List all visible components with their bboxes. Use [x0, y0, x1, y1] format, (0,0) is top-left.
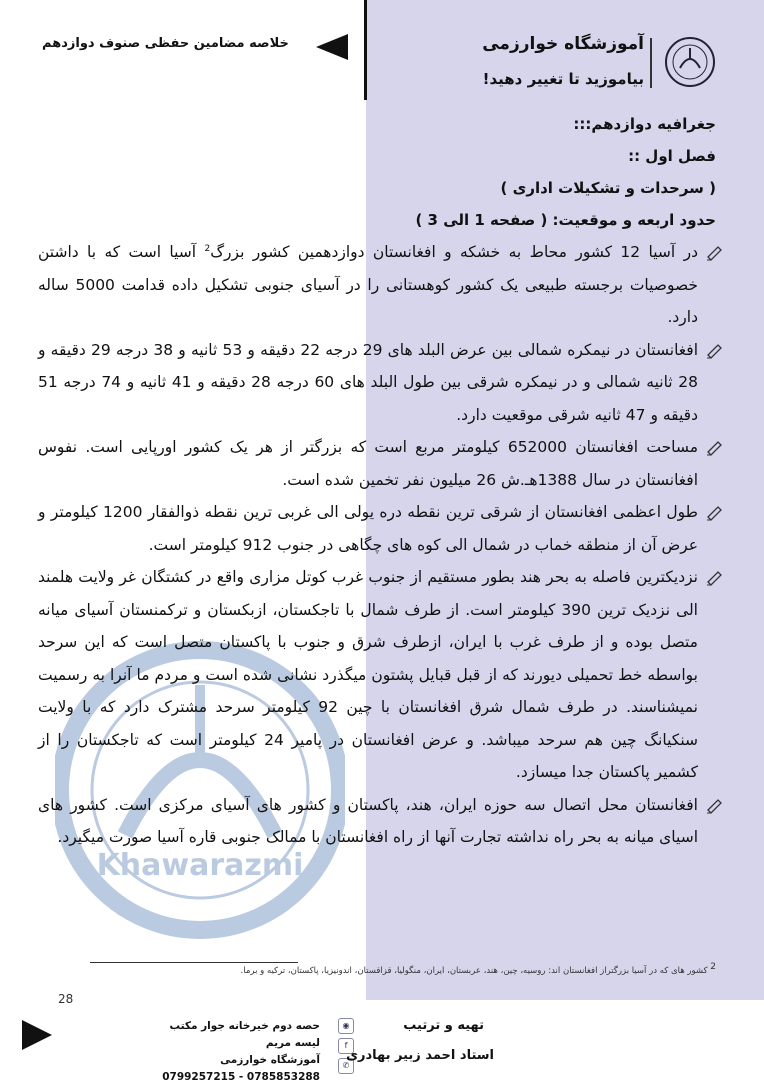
chapter-topic: ( سرحدات و تشکیلات اداری ) — [500, 179, 716, 197]
author-name: استاد احمد زبیر بهادری — [346, 1048, 494, 1063]
main-content — [38, 236, 724, 854]
pen-bullet-icon — [706, 438, 724, 456]
pen-bullet-icon — [706, 568, 724, 586]
paragraph-text: افغانستان در نیمکره شمالی بین عرض البلد های 29 درجه 22 دقیقه و 53 ثانیه و 38 درجه 29 دقیقه و 28 ثانیه شمالی و در نیمکره شرقی بین طول البلد های 60 درجه 28 دقیقه و 41 ثانیه و 74 درجه 51 دقیقه و 47 ثانیه شرقی موقعیت دارد. — [38, 340, 699, 424]
institute-logo-icon — [664, 36, 716, 88]
location-icon: ◉ — [338, 1018, 354, 1034]
paragraph-3 — [38, 431, 724, 496]
pen-bullet-icon — [706, 503, 724, 521]
paragraph-text: افغانستان محل اتصال سه حوزه ایران، هند، پاکستان و کشور های آسیای مرکزی است. کشور های اسیای میانه به بحر راه نداشته تجارت آنها از راه افغانستان با ممالک جنوبی قاره آسیا صورت میگیرد. — [38, 795, 698, 846]
footnote — [98, 962, 716, 976]
watermark-text: Khawarazmi — [96, 848, 304, 883]
phone-icon: ✆ — [338, 1058, 354, 1074]
pen-bullet-icon — [706, 796, 724, 814]
header-vertical-divider — [364, 0, 367, 100]
pen-bullet-icon — [706, 243, 724, 261]
facebook-icon: f — [338, 1038, 354, 1054]
chapter-heading: فصل اول :: — [628, 147, 716, 165]
paragraph-text: طول اعظمی افغانستان از شرقی ترین نقطه دره یولی الی غربی ترین نقطه ذوالفقار 1200 کیلومتر و عرض آن از منطقه خماب در شمال الی کوه های چگاهی در جنوب 912 کیلومتر است. — [38, 503, 698, 554]
paragraph-1 — [38, 236, 724, 334]
institute-slogan: بیاموزید تا تغییر دهید! — [482, 70, 644, 88]
pen-bullet-icon — [706, 341, 724, 359]
next-page-arrow-icon[interactable] — [22, 1020, 52, 1050]
footer-contact — [150, 1018, 320, 1086]
prepared-by-label: تهیه و ترتیب — [403, 1018, 484, 1033]
summary-title: خلاصه مضامین حفظی صنوف دوازدهم — [42, 36, 289, 51]
subject-heading: جغرافیه دوازدهم::: — [573, 115, 716, 133]
page-number: 28 — [58, 992, 74, 1006]
footer-institute: آموزشگاه خوارزمی — [220, 1054, 320, 1066]
paragraph-6 — [38, 789, 724, 854]
footnote-reference[interactable]: 2 — [204, 243, 211, 254]
footnote-marker: 2 — [710, 962, 716, 973]
left-arrow-icon — [316, 34, 348, 60]
footer-address: حصه دوم خیرخانه جوار مکتب لیسه مریم — [169, 1020, 320, 1049]
section-heading: حدود اربعه و موقعیت: ( صفحه 1 الی 3 ) — [415, 211, 716, 229]
paragraph-2 — [38, 334, 724, 432]
paragraph-5 — [38, 561, 724, 789]
paragraph-text: در آسیا 12 کشور محاط به خشکه و افغانستان دوازدهمین کشور بزرگ — [210, 243, 698, 261]
paragraph-text: مساحت افغانستان 652000 کیلومتر مربع است که بزرگتر از هر یک کشور اورپایی است. نفوس افغانستان در سال 1388هـ.ش 26 میلیون نفر تخمین شده است. — [38, 438, 698, 489]
paragraph-text-continued: آسیا است که با داشتن خصوصیات برجسته طبیعی یک کشور کوهستانی را در آسیای جنوبی تشکیل داده قدامت 5000 ساله دارد. — [38, 243, 698, 326]
paragraph-text: نزدیکترین فاصله به بحر هند بطور مستقیم از جنوب غرب کوتل مزاری واقع در کشتگان غر ولایت هلمند الی نزدیک ترین 390 کیلومتر است. از طرف شمال با تاجکستان، ازبکستان و ترکمنستان آسیای میانه متصل بوده و از طرف غرب با ایران، ازطرف شرق و جنوب با پاکستان متصل است که این سرحد بواسطه خط تحمیلی دیورند که از قبل قبایل پشتون میگذرد نشانی شده است و مردم ما آنرا به رسمیت نمیشناسند. در طرف شمال شرق افغانستان با چین 92 کیلومتر سرحد مشترک دارد که با ولایت سنکیانگ چین هم سرحد میباشد. و عرض افغانستان در پامیر 24 کیلومتر است که تاجکستان را از کشمیر پاکستان جدا میسازد. — [38, 568, 698, 781]
institute-name: آموزشگاه خوارزمی — [482, 34, 644, 54]
footer-phones: 0799257215 - 0785853288 — [162, 1071, 320, 1083]
paragraph-4 — [38, 496, 724, 561]
section-headings — [415, 108, 716, 236]
footnote-divider — [90, 962, 298, 963]
footnote-text: کشور های که در آسیا بزرگتراز افغانستان اند: روسیه، چین، هند، عربستان، ایران، منگولیا، قزاقستان، اندونیزیا، پاکستان، ترکیه و برما. — [240, 966, 708, 976]
logo-divider — [650, 38, 652, 88]
